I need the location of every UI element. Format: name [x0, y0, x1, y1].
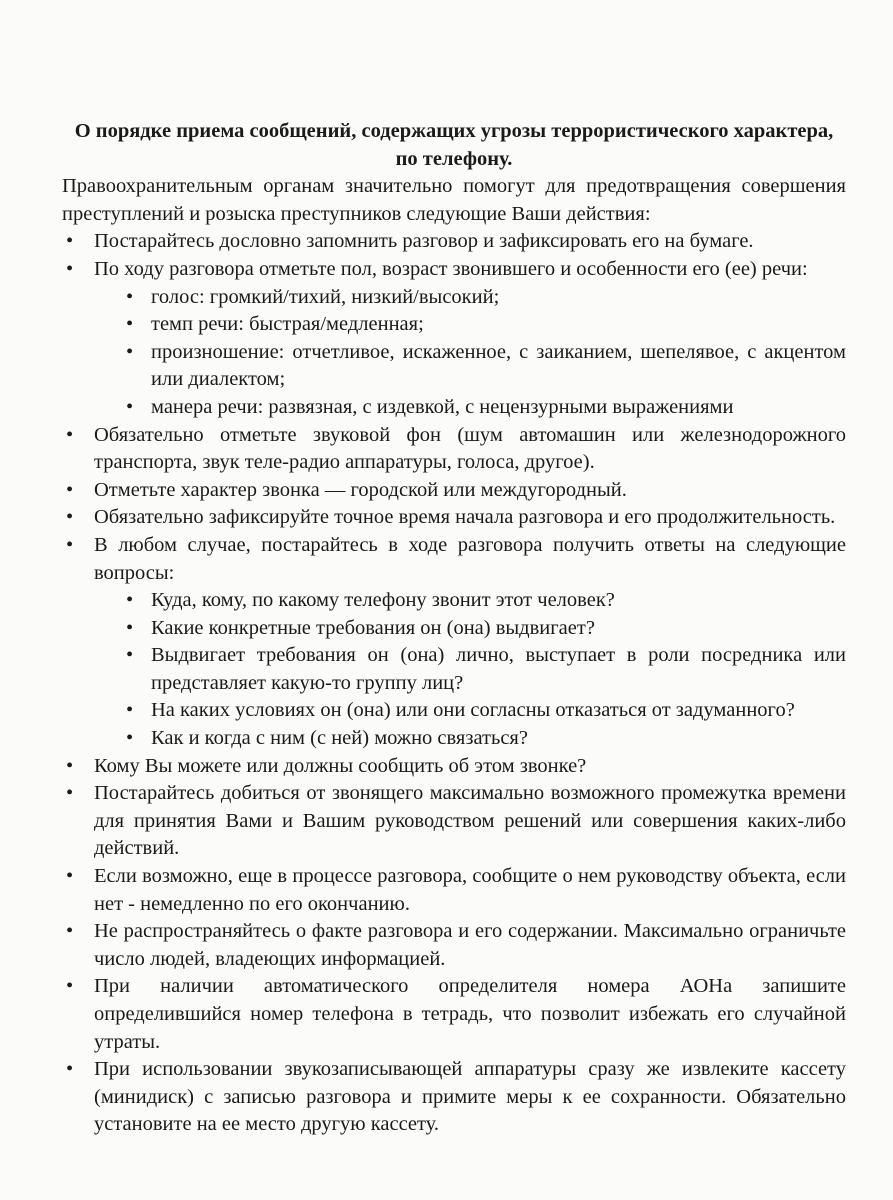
list-item-text: • Отметьте характер звонка — городской или междугородный.	[94, 478, 627, 501]
list-item	[62, 504, 846, 532]
list-item	[62, 256, 846, 422]
list-item	[62, 918, 846, 973]
instruction-list	[62, 228, 846, 1139]
list-item-text: • При наличии автоматического определителя номера АОНа запишите определившийся номер телефона в тетрадь, что позволит избежать его случайной утраты.	[94, 975, 846, 1053]
list-item	[62, 477, 846, 505]
document-title: О порядке приема сообщений, содержащих угрозы террористического характера, по телефону.	[74, 120, 834, 170]
sub-list-item: • Куда, кому, по какому телефону звонит этот человек?	[124, 587, 846, 615]
list-item-text: • Обязательно отметьте звуковой фон (шум автомашин или железнодорожного транспорта, звук теле-радио аппаратуры, голоса, другое).	[94, 423, 846, 474]
sub-list-item: • голос: громкий/тихий, низкий/высокий;	[124, 284, 846, 312]
list-item	[62, 532, 846, 753]
sub-list-item: • манера речи: развязная, с издевкой, с нецензурными выражениями	[124, 394, 846, 422]
intro-paragraph: Правоохранительным органам значительно помогут для предотвращения совершения преступлений и розыска преступников следующие Ваши действия:	[62, 175, 846, 225]
document-page	[62, 118, 846, 1139]
list-item-text: • Постарайтесь дословно запомнить разговор и зафиксировать его на бумаге.	[94, 230, 754, 253]
sub-list	[94, 587, 846, 753]
sub-list-item: • темп речи: быстрая/медленная;	[124, 311, 846, 339]
list-item-text: • Если возможно, еще в процессе разговора, сообщите о нем руководству объекта, если нет - немедленно по его окончанию.	[94, 865, 846, 915]
list-item	[62, 422, 846, 477]
list-item-text: • В любом случае, постарайтесь в ходе разговора получить ответы на следующие вопросы:	[94, 533, 846, 584]
list-item	[62, 753, 846, 781]
list-item-text: • При использовании звукозаписывающей аппаратуры сразу же извлеките кассету (минидиск) с записью разговора и примите меры к ее сохранности. Обязательно установите на ее место другую кассету.	[94, 1058, 846, 1136]
list-item	[62, 863, 846, 918]
list-item	[62, 780, 846, 863]
list-item	[62, 973, 846, 1056]
list-item-text: • Обязательно зафиксируйте точное время начала разговора и его продолжительность.	[94, 506, 836, 529]
sub-list	[94, 284, 846, 422]
sub-list-item: • На каких условиях он (она) или они согласны отказаться от задуманного?	[124, 697, 846, 725]
list-item	[62, 228, 846, 256]
list-item-text: • Не распространяйтесь о факте разговора и его содержании. Максимально ограничьте число людей, владеющих информацией.	[94, 920, 846, 970]
list-item-text: • Кому Вы можете или должны сообщить об этом звонке?	[94, 754, 587, 777]
sub-list-item: • Какие конкретные требования он (она) выдвигает?	[124, 615, 846, 643]
list-item-text: • По ходу разговора отметьте пол, возраст звонившего и особенности его (ее) речи:	[94, 257, 808, 280]
list-item-text: • Постарайтесь добиться от звонящего максимально возможного промежутка времени для принятия Вами и Вашим руководством решений или совершения каких-либо действий.	[94, 782, 846, 860]
sub-list-item: • произношение: отчетливое, искаженное, с заиканием, шепелявое, с акцентом или диалектом;	[124, 339, 846, 394]
sub-list-item: • Как и когда с ним (с ней) можно связаться?	[124, 725, 846, 753]
sub-list-item: • Выдвигает требования он (она) лично, выступает в роли посредника или представляет какую-то группу лиц?	[124, 642, 846, 697]
list-item	[62, 1056, 846, 1139]
